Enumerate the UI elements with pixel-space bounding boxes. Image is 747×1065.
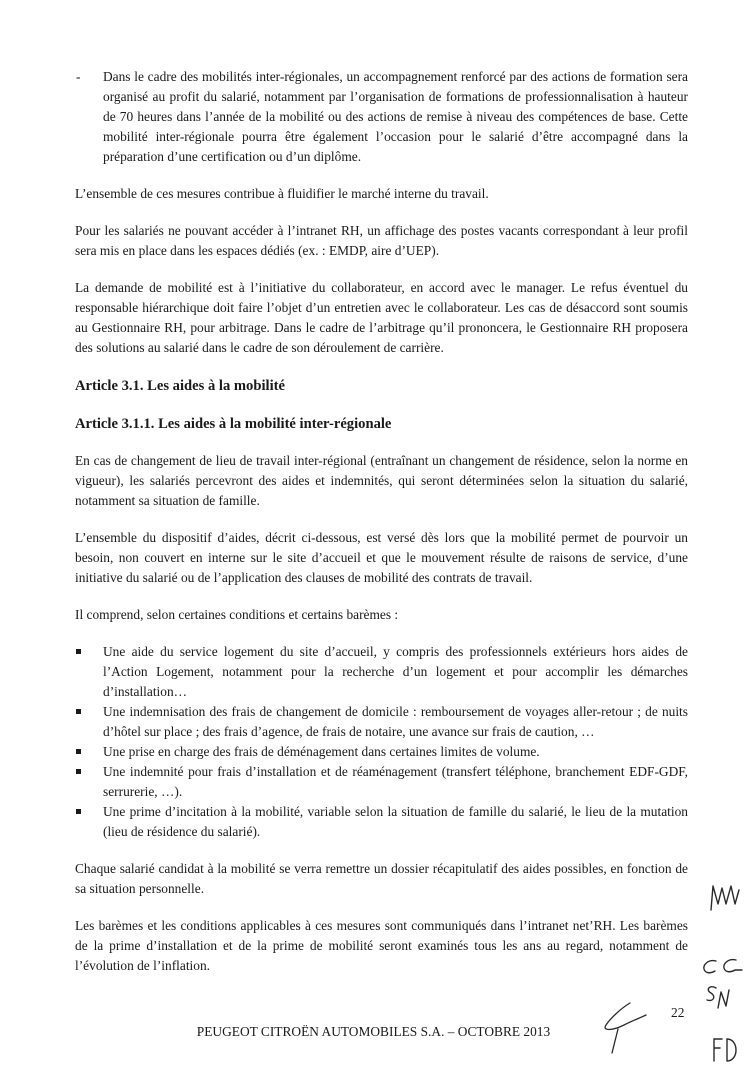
intro-item-text: Dans le cadre des mobilités inter-régionales, un accompagnement renforcé par des actions de formation sera organisé au profit du salarié, notamment par l’organisation de formations de professionnalisation à hauteur de 70 heures dans l’année de la mobilité ou des actions de remise à niveau des compétences de base. Cette mobilité inter-régionale pourra être également l’occasion pour le salarié d’être accompagné dans la préparation d’une certification ou d’un diplôme.: [103, 69, 688, 164]
list-item: [75, 762, 688, 802]
list-item: [75, 742, 688, 762]
paragraph: La demande de mobilité est à l’initiative du collaborateur, en accord avec le manager. Le refus éventuel du responsable hiérarchique doit faire l’objet d’un entretien avec le collaborateur. Les cas de désaccord sont soumis au Gestionnaire RH, pour arbitrage. Dans le cadre de l’arbitrage qu’il prononcera, le Gestionnaire RH proposera des solutions au salarié dans le cadre de son déroulement de carrière.: [75, 280, 688, 355]
paragraph: L’ensemble de ces mesures contribue à fluidifier le marché interne du travail.: [75, 186, 489, 201]
bullet-marker: [76, 709, 81, 714]
list-item-text: Une prime d’incitation à la mobilité, variable selon la situation de famille du salarié, le lieu de la mutation (lieu de résidence du salarié).: [103, 804, 688, 839]
handwritten-initials-mw: [705, 880, 743, 916]
list-item-text: Une prise en charge des frais de déménagement dans certaines limites de volume.: [103, 744, 540, 759]
paragraph: Pour les salariés ne pouvant accéder à l’intranet RH, un affichage des postes vacants correspondant à leur profil sera mis en place dans les espaces dédiés (ex. : EMDP, aire d’UEP).: [75, 223, 688, 258]
list-item-text: Une aide du service logement du site d’accueil, y compris des professionnels extérieurs hors aides de l’Action Logement, notamment pour la recherche d’un logement et pour accomplir les démarches d’installation…: [103, 644, 688, 699]
paragraph: L’ensemble du dispositif d’aides, décrit ci-dessous, est versé dès lors que la mobilité permet de pourvoir un besoin, non couvert en interne sur le site d’accueil et que le mouvement résulte de raisons de service, d’une initiative du salarié ou de l’application des clauses de mobilité des contrats de travail.: [75, 530, 688, 585]
paragraph: Les barèmes et les conditions applicables à ces mesures sont communiqués dans l’intranet net’RH. Les barèmes de la prime d’installation et de la prime de mobilité seront examinés tous les ans au regard, notamment de l’évolution de l’inflation.: [75, 918, 688, 973]
section-heading: Article 3.1. Les aides à la mobilité: [75, 378, 285, 394]
bullet-marker: [76, 769, 81, 774]
list-item: [75, 67, 688, 167]
list-item: [75, 642, 688, 702]
page-footer: PEUGEOT CITROËN AUTOMOBILES S.A. – OCTOBRE 2013: [196, 1024, 551, 1039]
list-item: [75, 802, 688, 842]
list-item-text: Une indemnité pour frais d’installation et de réaménagement (transfert téléphone, branchement EDF-GDF, serrurerie, …).: [103, 764, 688, 799]
paragraph: En cas de changement de lieu de travail inter-régional (entraînant un changement de résidence, selon la norme en vigueur), les salariés percevront des aides et indemnités, qui seront déterminées selon la situation du salarié, notamment sa situation de famille.: [75, 453, 688, 508]
bullet-list: [75, 642, 688, 842]
paragraph: Chaque salarié candidat à la mobilité se verra remettre un dossier récapitulatif des aides possibles, en fonction de sa situation personnelle.: [75, 861, 688, 896]
handwritten-initials-sn: [702, 982, 736, 1012]
page-number: 22: [671, 1005, 685, 1020]
subsection-heading: Article 3.1.1. Les aides à la mobilité inter-régionale: [75, 416, 392, 432]
list-item-text: Une indemnisation des frais de changement de domicile : remboursement de voyages aller-retour ; de nuits d’hôtel sur place ; des frais d’agence, de frais de notaire, une avance sur frais de caution, …: [103, 704, 688, 739]
document-body: [75, 67, 688, 976]
handwritten-initials-cc: [700, 955, 744, 979]
paragraph: Il comprend, selon certaines conditions et certains barèmes :: [75, 607, 399, 622]
list-item: [75, 702, 688, 742]
bullet-marker: [76, 749, 81, 754]
bullet-marker: [76, 809, 81, 814]
dash-marker: -: [76, 69, 81, 84]
bullet-marker: [76, 649, 81, 654]
